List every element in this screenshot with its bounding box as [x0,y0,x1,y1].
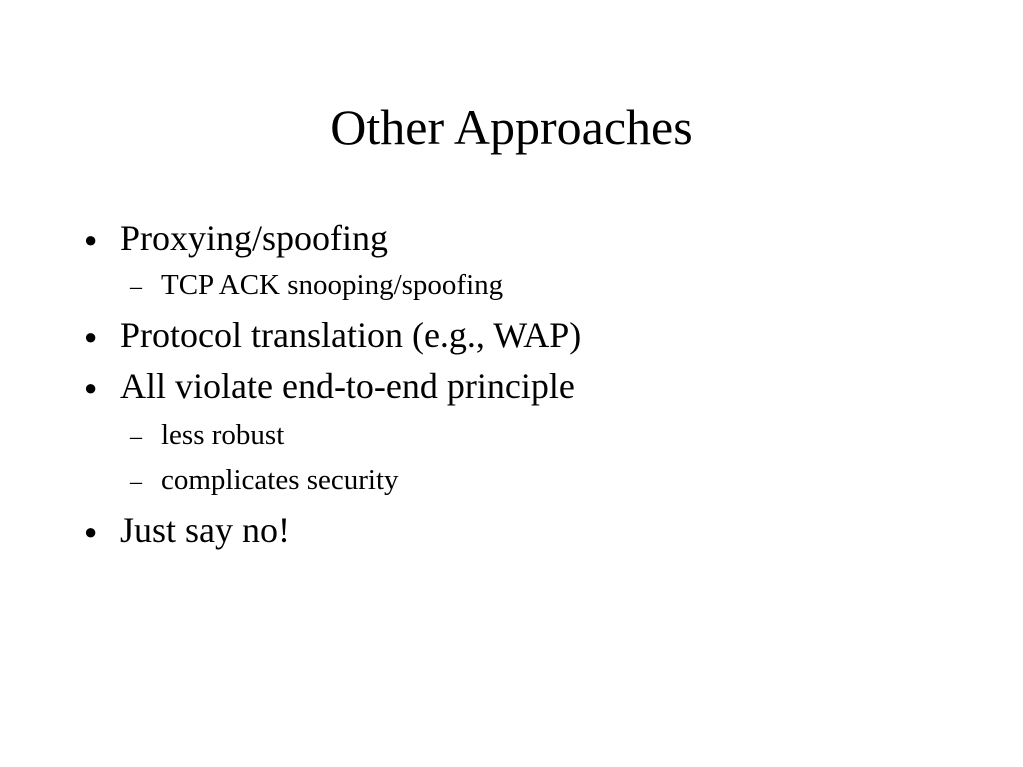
bullet-dot-icon: ● [84,227,98,252]
slide-title: Other Approaches [330,99,693,155]
bullet-item [84,365,575,409]
sub-bullet-text: TCP ACK snooping/spoofing [161,269,504,301]
bullet-dot-icon: ● [84,324,98,349]
bullet-dot-icon: ● [84,519,98,544]
bullet-item [84,314,581,358]
sub-bullet-item [130,463,399,499]
bullet-text: All violate end-to-end principle [120,366,575,406]
bullet-text: Protocol translation (e.g., WAP) [120,315,582,355]
bullet-dot-icon: ● [84,375,98,400]
bullet-text: Proxying/spoofing [120,218,389,258]
bullet-text: Just say no! [120,510,290,550]
bullet-item [84,509,290,553]
dash-icon: – [130,469,142,495]
dash-icon: – [130,424,142,450]
dash-icon: – [130,274,142,300]
sub-bullet-item [130,418,284,454]
sub-bullet-text: less robust [161,419,285,451]
sub-bullet-text: complicates security [161,464,399,496]
bullet-item [84,217,388,261]
sub-bullet-item [130,268,503,304]
